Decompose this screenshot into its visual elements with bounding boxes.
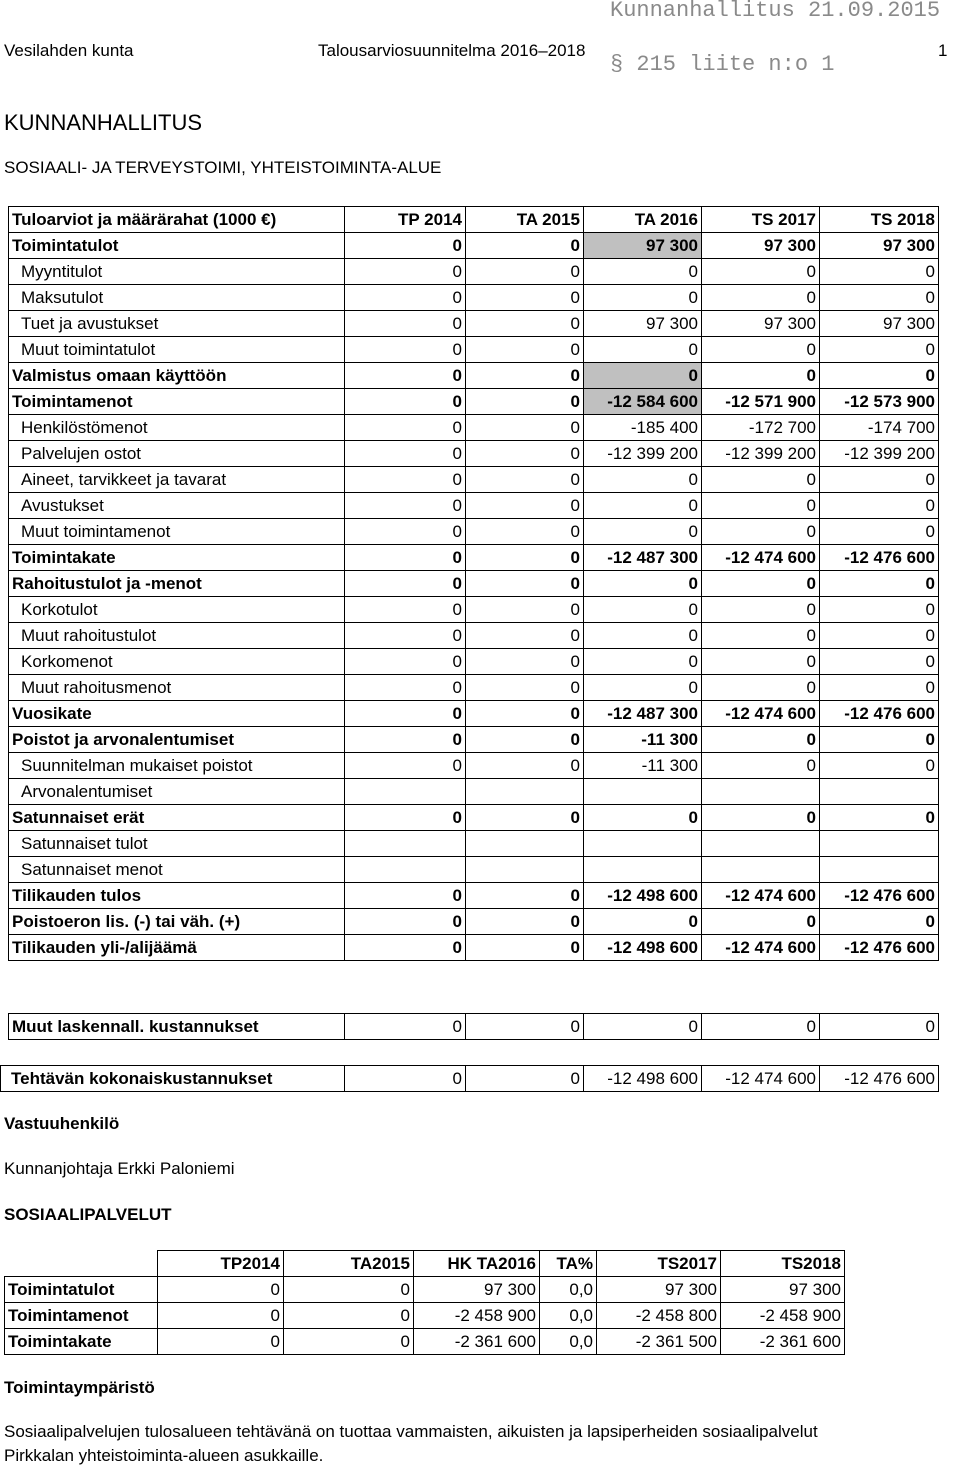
responsible-name: Kunnanjohtaja Erkki Paloniemi — [4, 1159, 235, 1178]
row-value: -12 498 600 — [584, 935, 702, 961]
row-label: Maksutulot — [9, 285, 345, 311]
row-value: 0 — [702, 285, 820, 311]
row-value: 0 — [466, 389, 584, 415]
total-costs-table — [0, 1065, 939, 1092]
row-value — [466, 831, 584, 857]
column-header: TS2018 — [721, 1251, 845, 1277]
row-value: 0 — [466, 337, 584, 363]
table-row — [9, 883, 939, 909]
row-value: 0 — [820, 519, 939, 545]
table-row — [9, 779, 939, 805]
row-label: Muut rahoitusmenot — [9, 675, 345, 701]
row-value: 0 — [820, 805, 939, 831]
table-row — [9, 623, 939, 649]
column-header: TA 2015 — [466, 207, 584, 233]
row-value: 0 — [820, 597, 939, 623]
row-value: -12 487 300 — [584, 545, 702, 571]
column-header: HK TA2016 — [414, 1251, 540, 1277]
row-value: -2 361 600 — [414, 1329, 540, 1355]
column-header: Tuloarviot ja määrärahat (1000 €) — [9, 207, 345, 233]
row-value: 0 — [702, 649, 820, 675]
row-label: Toimintakate — [9, 545, 345, 571]
row-value: 0 — [466, 285, 584, 311]
row-value: -12 399 200 — [820, 441, 939, 467]
environment-heading: Toimintaympäristö — [4, 1378, 155, 1397]
row-value: 0 — [345, 571, 466, 597]
row-value: 97 300 — [820, 311, 939, 337]
other-costs-value: 0 — [345, 1014, 466, 1040]
row-value: 0 — [702, 597, 820, 623]
row-value — [584, 831, 702, 857]
row-value: 0 — [466, 363, 584, 389]
row-value: 0 — [466, 883, 584, 909]
row-value — [345, 831, 466, 857]
row-value: -12 476 600 — [820, 701, 939, 727]
table-row — [9, 831, 939, 857]
row-value: 0 — [820, 675, 939, 701]
row-value: -12 399 200 — [584, 441, 702, 467]
table-row — [9, 311, 939, 337]
table-row — [9, 493, 939, 519]
row-value: 0 — [345, 467, 466, 493]
row-value: -12 487 300 — [584, 701, 702, 727]
row-value: 0 — [466, 727, 584, 753]
environment-text-line2: Pirkkalan yhteistoiminta-alueen asukkaille. — [4, 1446, 324, 1465]
row-value: 0 — [345, 337, 466, 363]
row-value — [345, 779, 466, 805]
row-label: Myyntitulot — [9, 259, 345, 285]
row-value: 0 — [345, 805, 466, 831]
column-header: TS 2018 — [820, 207, 939, 233]
row-value: 0 — [584, 363, 702, 389]
total-costs-value: 0 — [345, 1066, 466, 1092]
row-value: 0 — [345, 727, 466, 753]
responsible-heading: Vastuuhenkilö — [4, 1114, 120, 1133]
row-value: 0 — [584, 467, 702, 493]
row-value: 0 — [820, 467, 939, 493]
row-value: 0 — [345, 649, 466, 675]
row-label: Arvonalentumiset — [9, 779, 345, 805]
table-row — [9, 519, 939, 545]
row-label: Aineet, tarvikkeet ja tavarat — [9, 467, 345, 493]
row-label: Suunnitelman mukaiset poistot — [9, 753, 345, 779]
row-value: -12 476 600 — [820, 883, 939, 909]
row-value: 97 300 — [702, 233, 820, 259]
row-value: 0 — [584, 519, 702, 545]
row-value: 0 — [584, 493, 702, 519]
row-value: 0 — [466, 415, 584, 441]
row-value: 0 — [702, 519, 820, 545]
table-row — [9, 441, 939, 467]
row-label: Muut toimintatulot — [9, 337, 345, 363]
row-value — [820, 857, 939, 883]
row-value: 0 — [702, 727, 820, 753]
row-value: 0 — [345, 623, 466, 649]
table-row — [9, 805, 939, 831]
appendix-stamp: § 215 liite n:o 1 — [610, 52, 835, 77]
row-value — [820, 831, 939, 857]
row-value: 0 — [345, 285, 466, 311]
row-value: 0 — [466, 493, 584, 519]
row-value: 0 — [345, 597, 466, 623]
total-costs-value: -12 476 600 — [820, 1066, 939, 1092]
page-heading: KUNNANHALLITUS — [4, 110, 203, 135]
row-value: -12 474 600 — [702, 883, 820, 909]
row-value: 0 — [466, 311, 584, 337]
total-costs-value: 0 — [466, 1066, 584, 1092]
row-value: 0 — [345, 545, 466, 571]
row-value: 0 — [345, 363, 466, 389]
row-value: 0 — [584, 597, 702, 623]
row-value — [584, 779, 702, 805]
row-label: Poistoeron lis. (-) tai väh. (+) — [9, 909, 345, 935]
other-costs-value: 0 — [584, 1014, 702, 1040]
row-value: 0 — [158, 1329, 284, 1355]
other-costs-label: Muut laskennall. kustannukset — [9, 1014, 345, 1040]
row-value — [345, 857, 466, 883]
row-value: 0 — [702, 623, 820, 649]
row-value: 0 — [820, 285, 939, 311]
row-value: 0,0 — [540, 1277, 597, 1303]
row-label: Tuet ja avustukset — [9, 311, 345, 337]
other-costs-table — [8, 1013, 939, 1040]
row-value: -185 400 — [584, 415, 702, 441]
row-value: 0 — [702, 467, 820, 493]
row-label: Muut rahoitustulot — [9, 623, 345, 649]
row-value: 0 — [702, 259, 820, 285]
row-value: 0 — [820, 727, 939, 753]
row-value: 0 — [466, 571, 584, 597]
row-value: -172 700 — [702, 415, 820, 441]
row-value: 0 — [702, 909, 820, 935]
row-value: -12 474 600 — [702, 935, 820, 961]
row-value: 0 — [284, 1329, 414, 1355]
row-value: 0 — [284, 1277, 414, 1303]
social-services-table — [4, 1250, 845, 1355]
row-value: 0 — [466, 753, 584, 779]
column-header: TA2015 — [284, 1251, 414, 1277]
row-value: 0 — [345, 441, 466, 467]
row-value: 0 — [584, 571, 702, 597]
row-value: 0 — [345, 519, 466, 545]
row-value: 0 — [466, 467, 584, 493]
table-row — [9, 649, 939, 675]
row-value — [820, 779, 939, 805]
table-row — [9, 259, 939, 285]
row-value: -11 300 — [584, 753, 702, 779]
total-costs-value: -12 474 600 — [702, 1066, 820, 1092]
row-value: -12 474 600 — [702, 545, 820, 571]
row-value — [584, 857, 702, 883]
row-label: Korkotulot — [9, 597, 345, 623]
row-label: Poistot ja arvonalentumiset — [9, 727, 345, 753]
row-value: 0 — [820, 259, 939, 285]
row-value: -2 458 800 — [597, 1303, 721, 1329]
row-value: 0 — [702, 753, 820, 779]
row-value: 0 — [702, 675, 820, 701]
row-value: 0 — [466, 701, 584, 727]
row-label: Muut toimintamenot — [9, 519, 345, 545]
row-value: 0 — [466, 259, 584, 285]
table-row — [9, 363, 939, 389]
row-label: Toimintamenot — [5, 1303, 158, 1329]
row-value: 97 300 — [414, 1277, 540, 1303]
row-value: 0 — [345, 909, 466, 935]
budget-table — [8, 206, 939, 961]
row-value — [702, 857, 820, 883]
row-value: 0 — [345, 233, 466, 259]
table-row — [9, 337, 939, 363]
total-costs-label: Tehtävän kokonaiskustannukset — [1, 1066, 345, 1092]
row-label: Toimintamenot — [9, 389, 345, 415]
budget-table-header — [9, 207, 939, 233]
table-row — [9, 415, 939, 441]
table-row — [9, 597, 939, 623]
row-value: 0 — [158, 1303, 284, 1329]
row-value: 0 — [466, 805, 584, 831]
environment-text-line1: Sosiaalipalvelujen tulosalueen tehtävänä on tuottaa vammaisten, aikuisten ja lapsiperheiden sosiaalipalvelut — [4, 1422, 818, 1441]
row-value: 0 — [584, 259, 702, 285]
row-value: 0,0 — [540, 1329, 597, 1355]
row-value: 0 — [702, 571, 820, 597]
table-row — [5, 1277, 845, 1303]
page-number: 1 — [938, 41, 948, 60]
row-value: 0 — [466, 545, 584, 571]
row-value: -2 361 500 — [597, 1329, 721, 1355]
row-value: 0 — [820, 649, 939, 675]
row-value: -174 700 — [820, 415, 939, 441]
row-value: 0 — [466, 649, 584, 675]
row-value: -12 474 600 — [702, 701, 820, 727]
row-value: 0 — [820, 363, 939, 389]
row-value: 0 — [466, 519, 584, 545]
row-value: -12 498 600 — [584, 883, 702, 909]
table-row — [9, 727, 939, 753]
table-row — [9, 935, 939, 961]
row-value: 0 — [584, 675, 702, 701]
table-row — [9, 857, 939, 883]
row-value: -12 476 600 — [820, 545, 939, 571]
row-value: 0 — [820, 337, 939, 363]
row-value: 0 — [466, 597, 584, 623]
row-value: 0 — [466, 233, 584, 259]
document-title: Talousarviosuunnitelma 2016–2018 — [318, 41, 586, 60]
other-costs-value: 0 — [466, 1014, 584, 1040]
row-value: 0 — [584, 285, 702, 311]
row-value: 97 300 — [721, 1277, 845, 1303]
row-value: 0 — [584, 337, 702, 363]
row-value: 0 — [702, 363, 820, 389]
table-row — [9, 467, 939, 493]
row-value: -11 300 — [584, 727, 702, 753]
row-value: 97 300 — [584, 311, 702, 337]
table-row — [9, 545, 939, 571]
row-value: -12 476 600 — [820, 935, 939, 961]
row-value: 97 300 — [702, 311, 820, 337]
row-value: 0 — [820, 571, 939, 597]
page-subheading: SOSIAALI- JA TERVEYSTOIMI, YHTEISTOIMINTA-ALUE — [4, 158, 442, 177]
row-label: Avustukset — [9, 493, 345, 519]
row-value — [702, 831, 820, 857]
row-value: -2 361 600 — [721, 1329, 845, 1355]
other-costs-value: 0 — [702, 1014, 820, 1040]
row-value: 0 — [820, 493, 939, 519]
row-value: 0 — [345, 883, 466, 909]
row-value: 0 — [345, 701, 466, 727]
row-value: 0 — [345, 311, 466, 337]
row-value: 0 — [466, 909, 584, 935]
row-value: 0 — [466, 675, 584, 701]
table-row — [9, 285, 939, 311]
row-value: 0 — [345, 389, 466, 415]
row-value: 0 — [345, 675, 466, 701]
row-label: Palvelujen ostot — [9, 441, 345, 467]
row-value: 97 300 — [597, 1277, 721, 1303]
row-label: Toimintatulot — [5, 1277, 158, 1303]
row-value: 0 — [584, 623, 702, 649]
row-value: 0 — [702, 493, 820, 519]
row-value: 0 — [466, 441, 584, 467]
table-row — [5, 1303, 845, 1329]
row-value: 0 — [345, 935, 466, 961]
row-value: -12 584 600 — [584, 389, 702, 415]
row-value: 0 — [820, 909, 939, 935]
table-row — [9, 701, 939, 727]
column-header: TP 2014 — [345, 207, 466, 233]
row-value: 0 — [702, 805, 820, 831]
table-row — [9, 909, 939, 935]
column-header — [5, 1251, 158, 1277]
row-value: 97 300 — [820, 233, 939, 259]
other-costs-value: 0 — [820, 1014, 939, 1040]
row-value: 0 — [466, 935, 584, 961]
row-label: Vuosikate — [9, 701, 345, 727]
row-label: Korkomenot — [9, 649, 345, 675]
row-value: 97 300 — [584, 233, 702, 259]
row-value — [466, 779, 584, 805]
row-label: Tilikauden yli-/alijäämä — [9, 935, 345, 961]
table-row — [9, 389, 939, 415]
row-value: 0 — [158, 1277, 284, 1303]
row-value: 0,0 — [540, 1303, 597, 1329]
row-value: 0 — [584, 649, 702, 675]
table-row — [5, 1329, 845, 1355]
row-value: 0 — [584, 909, 702, 935]
row-value: 0 — [702, 337, 820, 363]
total-costs-value: -12 498 600 — [584, 1066, 702, 1092]
row-label: Henkilöstömenot — [9, 415, 345, 441]
row-label: Rahoitustulot ja -menot — [9, 571, 345, 597]
row-label: Satunnaiset erät — [9, 805, 345, 831]
row-value: -2 458 900 — [414, 1303, 540, 1329]
row-value: 0 — [345, 415, 466, 441]
table-row — [9, 233, 939, 259]
column-header: TA 2016 — [584, 207, 702, 233]
row-label: Satunnaiset menot — [9, 857, 345, 883]
column-header: TA% — [540, 1251, 597, 1277]
row-value: -12 399 200 — [702, 441, 820, 467]
municipality-name: Vesilahden kunta — [4, 41, 134, 60]
table-row — [9, 571, 939, 597]
row-value — [702, 779, 820, 805]
column-header: TS 2017 — [702, 207, 820, 233]
row-label: Tilikauden tulos — [9, 883, 345, 909]
row-label: Satunnaiset tulot — [9, 831, 345, 857]
table-row — [9, 753, 939, 779]
row-label: Toimintakate — [5, 1329, 158, 1355]
row-value — [466, 857, 584, 883]
social-services-heading: SOSIAALIPALVELUT — [4, 1205, 172, 1224]
row-value: 0 — [584, 805, 702, 831]
row-value: -12 573 900 — [820, 389, 939, 415]
row-label: Valmistus omaan käyttöön — [9, 363, 345, 389]
row-value: 0 — [345, 753, 466, 779]
row-value: -2 458 900 — [721, 1303, 845, 1329]
row-value: 0 — [345, 493, 466, 519]
row-label: Toimintatulot — [9, 233, 345, 259]
row-value: 0 — [284, 1303, 414, 1329]
social-table-header — [5, 1251, 845, 1277]
row-value: 0 — [345, 259, 466, 285]
row-value: 0 — [820, 623, 939, 649]
table-row — [9, 675, 939, 701]
column-header: TS2017 — [597, 1251, 721, 1277]
row-value: 0 — [820, 753, 939, 779]
row-value: 0 — [466, 623, 584, 649]
row-value: -12 571 900 — [702, 389, 820, 415]
meeting-stamp: Kunnanhallitus 21.09.2015 — [610, 0, 941, 23]
column-header: TP2014 — [158, 1251, 284, 1277]
